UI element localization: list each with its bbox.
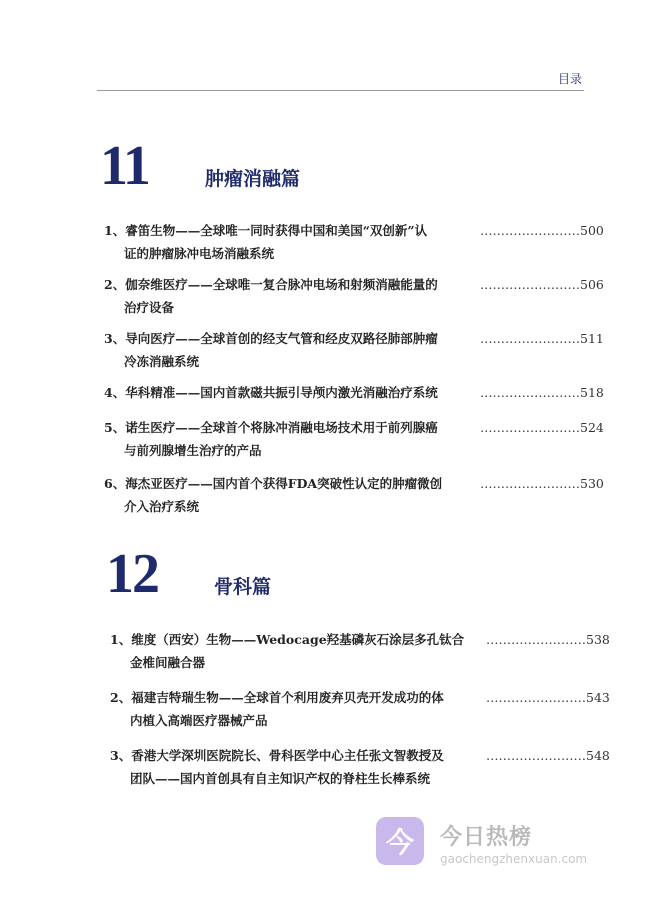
- toc-entry-line: 1、维度（西安）生物——Wedocage羟基磷灰石涂层多孔钛合: [110, 632, 465, 647]
- toc-entry-line: 内植入高端医疗器械产品: [130, 713, 268, 728]
- toc-entry-line: 3、香港大学深圳医院院长、骨科医学中心主任张文智教授及: [110, 748, 444, 763]
- toc-entry-line: 团队——国内首创具有自主知识产权的脊柱生长棒系统: [130, 771, 431, 786]
- leader-dots: ……………………: [486, 748, 586, 763]
- toc-entry-line: 4、华科精准——国内首款磁共振引导颅内激光消融治疗系统: [104, 385, 438, 400]
- section-number: 11: [100, 135, 149, 197]
- section-title: 肿瘤消融篇: [205, 168, 301, 190]
- toc-entry-line: 治疗设备: [124, 300, 175, 315]
- leader-dots: ……………………: [480, 331, 580, 346]
- leader-dots: ……………………: [486, 690, 586, 705]
- leader-dots: ……………………: [486, 632, 586, 647]
- section-title: 骨科篇: [214, 576, 272, 598]
- toc-entry-line: 冷冻消融系统: [124, 354, 200, 369]
- page-number: 511: [580, 331, 604, 346]
- page-number: 530: [580, 476, 604, 491]
- header-divider: [97, 90, 584, 91]
- leader-dots: ……………………: [480, 223, 580, 238]
- toc-entry-line: 金椎间融合器: [130, 655, 206, 670]
- toc-entry-line: 与前列腺增生治疗的产品: [124, 443, 262, 458]
- page-number: 538: [586, 632, 610, 647]
- toc-entry-line: 介入治疗系统: [124, 499, 200, 514]
- toc-header-label: 目录: [558, 72, 583, 86]
- section-number: 12: [106, 543, 158, 605]
- watermark-url: gaochengzhenxuan.com: [440, 852, 588, 866]
- page-number: 524: [580, 420, 604, 435]
- toc-entry-line: 2、福建吉特瑞生物——全球首个利用废弃贝壳开发成功的体: [110, 690, 444, 705]
- page-number: 543: [586, 690, 610, 705]
- toc-entry-line: 5、诺生医疗——全球首个将脉冲消融电场技术用于前列腺癌: [104, 420, 438, 435]
- leader-dots: ……………………: [480, 385, 580, 400]
- leader-dots: ……………………: [480, 420, 580, 435]
- leader-dots: ……………………: [480, 476, 580, 491]
- leader-dots: ……………………: [480, 277, 580, 292]
- toc-entry-line: 证的肿瘤脉冲电场消融系统: [124, 246, 275, 261]
- page-number: 506: [580, 277, 604, 292]
- watermark-logo-icon: 今: [376, 817, 424, 865]
- watermark-title: 今日热榜: [440, 825, 533, 850]
- toc-entry-line: 6、海杰亚医疗——国内首个获得FDA突破性认定的肿瘤微创: [104, 476, 443, 491]
- toc-entry-line: 3、导向医疗——全球首创的经支气管和经皮双路径肺部肿瘤: [104, 331, 438, 346]
- toc-entry-line: 2、伽奈维医疗——全球唯一复合脉冲电场和射频消融能量的: [104, 277, 438, 292]
- toc-entry-line: 1、睿笛生物——全球唯一同时获得中国和美国“双创新”认: [104, 223, 428, 238]
- page-number: 548: [586, 748, 610, 763]
- page-number: 500: [580, 223, 604, 238]
- page-number: 518: [580, 385, 604, 400]
